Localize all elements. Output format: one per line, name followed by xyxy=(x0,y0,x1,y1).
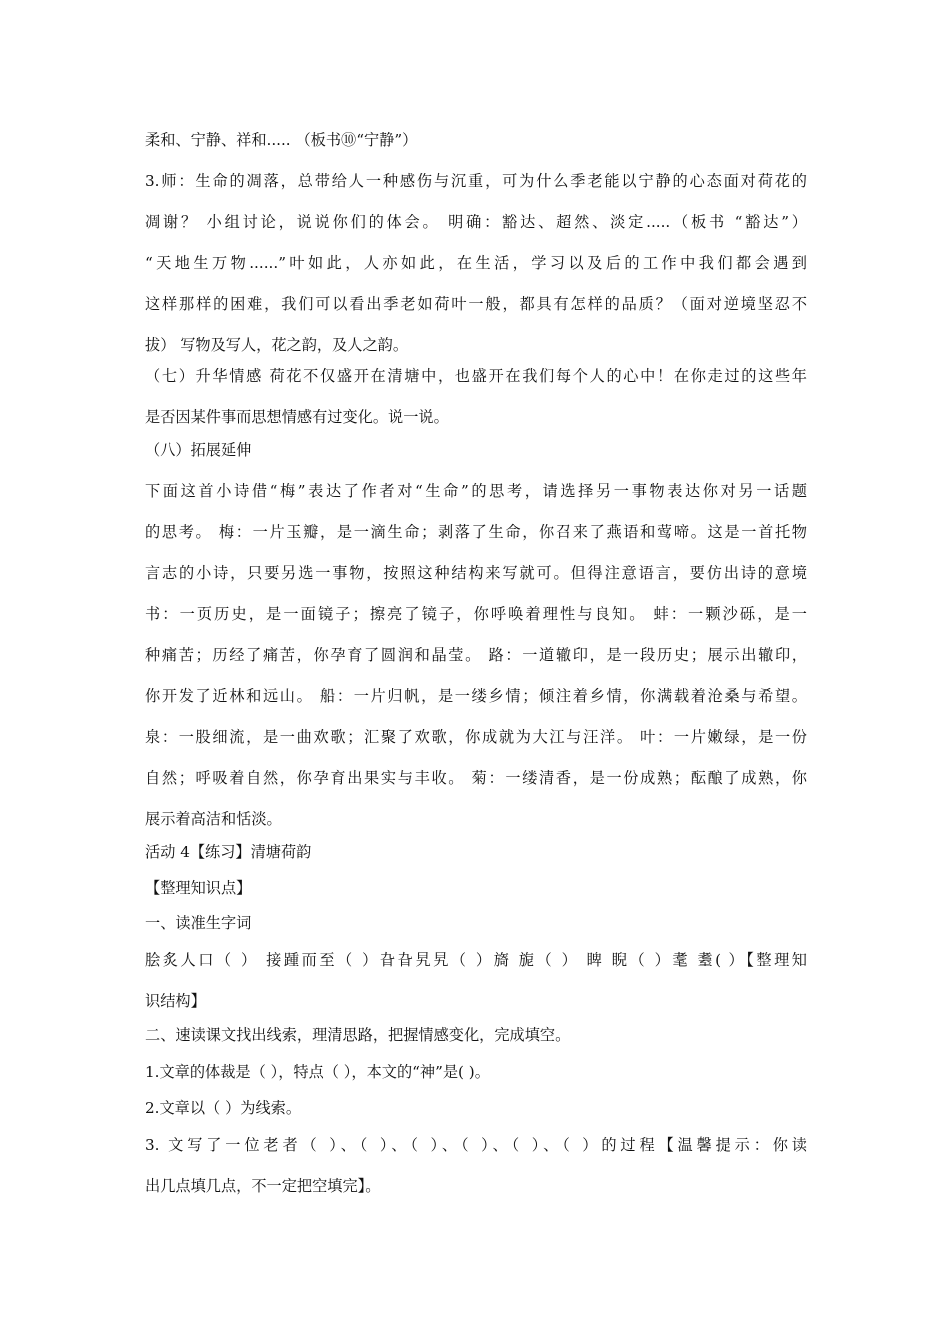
section-heading: 一、读准生字词 xyxy=(145,914,252,932)
text-line: 展示着高洁和恬淡。 xyxy=(145,810,282,828)
text-line: 自然；呼吸着自然，你孕育出果实与丰收。 菊：一缕清香，是一份成熟；酝酿了成熟，你 xyxy=(145,769,807,787)
text-line: 的思考。 梅：一片玉瓣，是一滴生命；剥落了生命，你召来了燕语和莺啼。这是一首托物 xyxy=(145,523,807,541)
text-line: 拔） 写物及写人，花之韵，及人之韵。 xyxy=(145,336,409,354)
section-heading: （八）拓展延伸 xyxy=(145,441,252,459)
text-line: 3. 文写了一位老者（ ）、（ ）、（ ）、（ ）、（ ）、（ ）的过程【温馨提示：你读 xyxy=(145,1136,807,1154)
text-line: 这样那样的困难，我们可以看出季老如荷叶一般，都具有怎样的品质？（面对逆境坚忍不 xyxy=(145,295,807,313)
text-line: （七）升华情感 荷花不仅盛开在清塘中，也盛开在我们每个人的心中！在你走过的这些年 xyxy=(145,367,807,385)
activity-heading: 活动 4【练习】清塘荷韵 xyxy=(145,843,312,861)
text-line: 你开发了近林和远山。 船：一片归帆，是一缕乡情；倾注着乡情，你满载着沧桑与希望。 xyxy=(145,687,807,705)
text-line: 是否因某件事而思想情感有过变化。说一说。 xyxy=(145,408,449,426)
text-line: 脍炙人口（ ） 接踵而至（ ）旮旮旯旯（ ）旖 旎（ ） 睥 睨（ ）耄 耋( ）【整理知 xyxy=(145,951,807,969)
text-line: 识结构】 xyxy=(145,992,206,1010)
text-line: 柔和、宁静、祥和..... （板书⑩“宁静”） xyxy=(145,131,418,149)
text-line: 3.师：生命的凋落，总带给人一种感伤与沉重，可为什么季老能以宁静的心态面对荷花的 xyxy=(145,172,807,190)
text-line: 出几点填几点，不一定把空填完】。 xyxy=(145,1177,381,1195)
section-heading: 二、速读课文找出线索，理清思路，把握情感变化，完成填空。 xyxy=(145,1026,571,1044)
text-line: 2.文章以（ ）为线索。 xyxy=(145,1099,302,1117)
text-line: 言志的小诗，只要另选一事物，按照这种结构来写就可。但得注意语言，要仿出诗的意境 xyxy=(145,564,807,582)
text-line: “天地生万物......”叶如此，人亦如此，在生活，学习以及后的工作中我们都会遇到 xyxy=(145,254,807,272)
text-line: 泉：一股细流，是一曲欢歌；汇聚了欢歌，你成就为大江与汪洋。 叶：一片嫩绿，是一份 xyxy=(145,728,807,746)
text-line: 凋谢？ 小组讨论，说说你们的体会。 明确：豁达、超然、淡定.....（板书 “豁达”） xyxy=(145,213,807,231)
text-line: 1.文章的体裁是（ ），特点（ ），本文的“神”是( )。 xyxy=(145,1063,490,1081)
text-line: 书：一页历史，是一面镜子；擦亮了镜子，你呼唤着理性与良知。 蚌：一颗沙砾，是一 xyxy=(145,605,807,623)
text-line: 下面这首小诗借“梅”表达了作者对“生命”的思考，请选择另一事物表达你对另一话题 xyxy=(145,482,807,500)
section-heading: 【整理知识点】 xyxy=(145,879,252,897)
text-line: 种痛苦；历经了痛苦，你孕育了圆润和晶莹。 路：一道辙印，是一段历史；展示出辙印， xyxy=(145,646,807,664)
